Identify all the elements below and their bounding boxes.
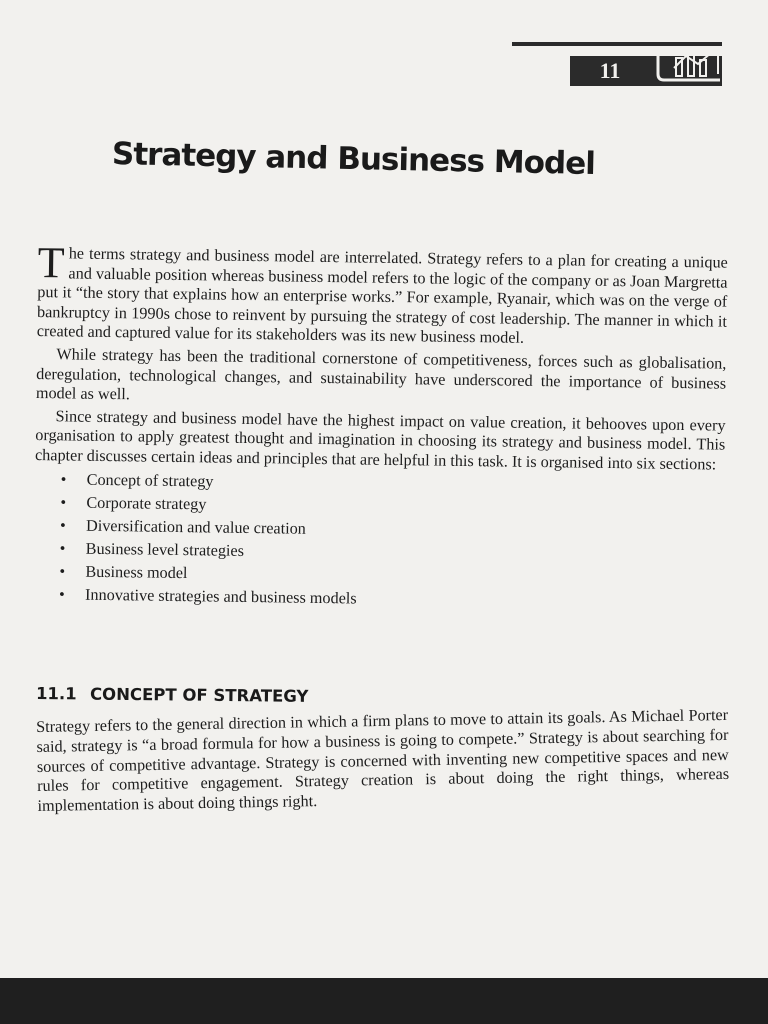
intro-section	[33, 238, 728, 615]
section-body	[36, 706, 730, 817]
intro-paragraph-3: Since strategy and business model have the highest impact on value creation, it behooves upon every organisation to apply greatest thought and imagination in choosing its strategy and business model. This chapter discusses certain ideas and principles that are helpful in this task. It is organised into six sections:	[34, 407, 726, 474]
intro-paragraph-1	[36, 238, 728, 352]
list-item: • Corporate strategy	[60, 492, 207, 513]
section-title: CONCEPT OF STRATEGY	[89, 684, 309, 706]
chapter-title: Strategy and Business Model	[111, 136, 596, 183]
bullet-icon: •	[59, 515, 66, 534]
section-heading	[36, 682, 636, 712]
intro-paragraph-2: While strategy has been the traditional cornerstone of competitiveness, forces such as globalisation, deregulation, technological changes, and sustainability have underscored the importance of business model as well.	[35, 345, 727, 404]
bar-chart-icon	[650, 44, 726, 84]
list-item: • Concept of strategy	[60, 469, 214, 491]
drop-cap: T	[37, 238, 65, 288]
bullet-icon: •	[59, 538, 66, 557]
list-item: • Innovative strategies and business models	[58, 584, 357, 608]
chapter-sections-list	[33, 468, 725, 616]
list-item: • Business level strategies	[59, 538, 245, 560]
section-number: 11.1	[35, 684, 77, 704]
list-item: • Business model	[59, 561, 188, 582]
bullet-icon: •	[60, 492, 67, 511]
list-item: • Diversification and value creation	[59, 515, 306, 538]
bullet-icon: •	[59, 561, 66, 580]
chapter-number: 11	[599, 58, 621, 83]
section-paragraph: Strategy refers to the general direction in which a firm plans to move to attain its goals. As Michael Porter said, strategy is “a broad formula for how a business is going to compete.” Strategy is about searching for sources of competitive advantage. Strategy is concerned with inventing new competitive spaces and new rules for competitive engagement. Strategy creation is about doing the right things, whereas implementation is about doing things right.	[36, 705, 730, 816]
bullet-icon: •	[58, 584, 65, 603]
bullet-icon: •	[60, 469, 67, 488]
intro-paragraph-1-text: he terms strategy and business model are interrelated. Strategy refers to a plan for creating a unique and valuable position whereas business model refers to the logic of the company or as Joan Margretta put it “the story that explains how an enterprise works.” For example, Ryanair, which was on the verge of bankruptcy in 1990s chose to reinvent by pursuing the strategy of cost leadership. The manner in which it created and captured value for its stakeholders was its new business model.	[36, 244, 728, 348]
page-shadow-edge	[0, 978, 768, 1024]
